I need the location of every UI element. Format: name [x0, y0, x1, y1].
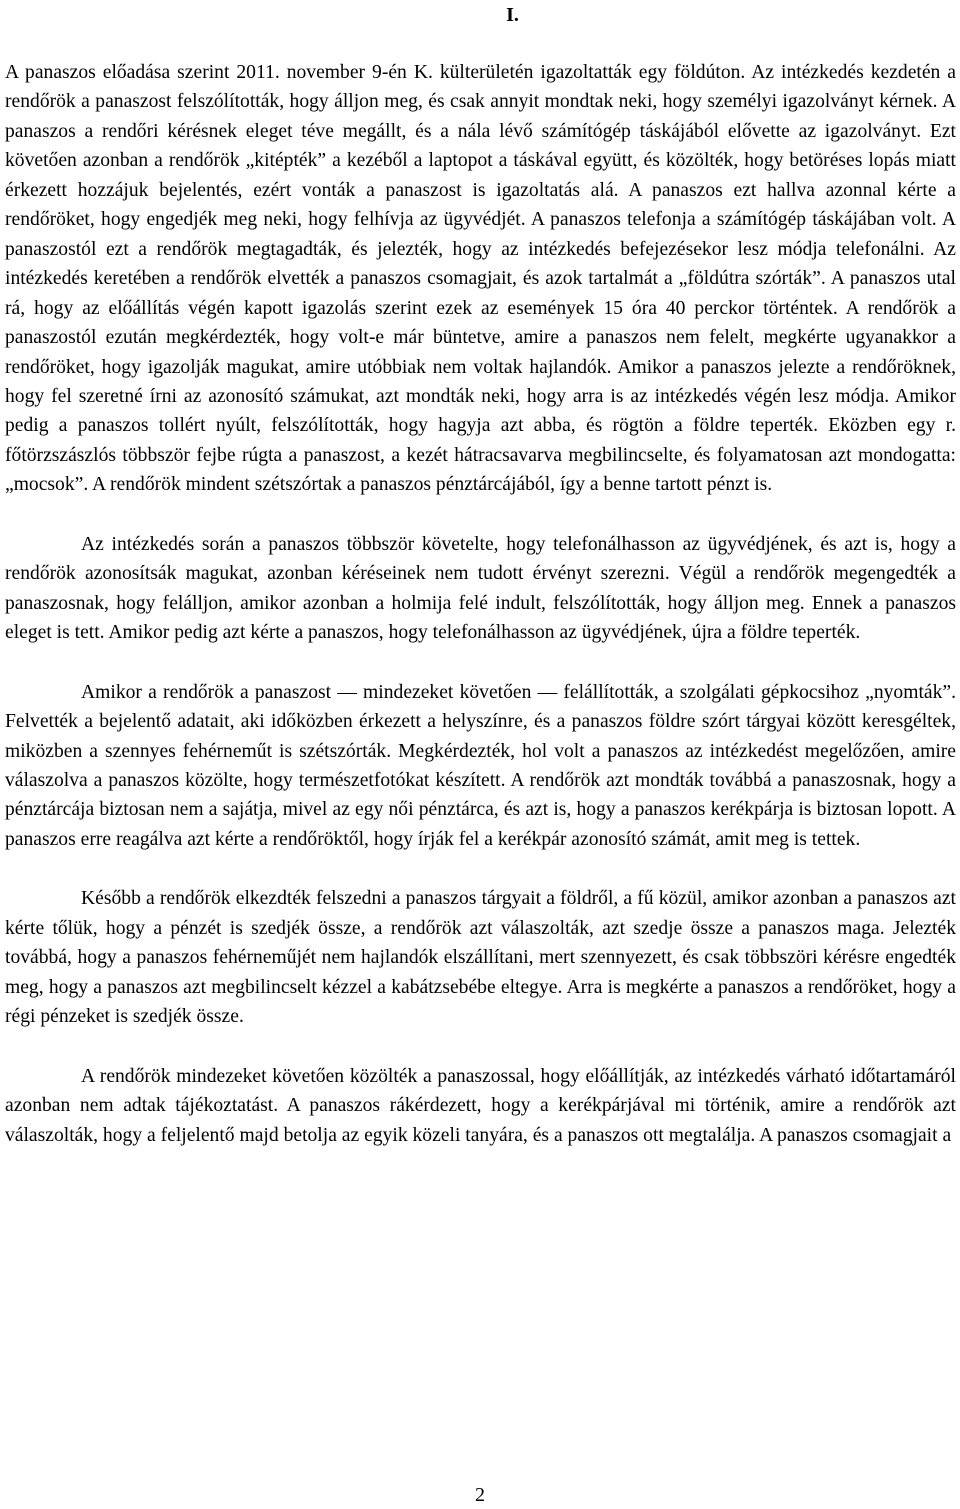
section-heading: I.: [506, 4, 519, 26]
paragraph-4: Később a rendőrök elkezdték felszedni a panaszos tárgyait a földről, a fű közül, amikor azonban a panaszos azt kérte tőlük, hogy a pénzét is szedjék össze, a rendőrök azt válaszolták, azt szedje össze a panaszos maga. Jelezték továbbá, hogy a panaszos fehérneműjét nem hajlandók elszállítani, mert szennyezett, és csak többszöri kérésre engedték meg, hogy a panaszos azt megbilincselt kézzel a kabátzsebébe eltegye. Arra is megkérte a panaszos a rendőröket, hogy a régi pénzeket is szedjék össze.: [5, 888, 956, 1028]
document-body: [5, 58, 956, 1150]
page-number: 2: [475, 1484, 485, 1506]
paragraph-2: Az intézkedés során a panaszos többször követelte, hogy telefonálhasson az ügyvédjének, és azt is, hogy a rendőrök azonosítsák magukat, azonban kéréseinek nem tudott érvényt szerezni. Végül a rendőrök megengedték a panaszosnak, hogy felálljon, amikor azonban a holmija felé indult, felszólították, hogy álljon meg. Ennek a panaszos eleget is tett. Amikor pedig azt kérte a panaszos, hogy telefonálhasson az ügyvédjének, újra a földre teperték.: [5, 533, 956, 644]
paragraph-5: A rendőrök mindezeket követően közölték a panaszossal, hogy előállítják, az intézkedés várható időtartamáról azonban nem adtak tájékoztatást. A panaszos rákérdezett, hogy a kerékpárjával mi történik, amire a rendőrök azt válaszolták, hogy a feljelentő majd betolja az egyik közeli tanyára, és a panaszos ott megtalálja. A panaszos csomagjait a: [5, 1065, 956, 1146]
paragraph-3: Amikor a rendőrök a panaszost — mindezeket követően — felállították, a szolgálati gépkocsihoz „nyomták”. Felvették a bejelentő adatait, aki időközben érkezett a helyszínre, és a panaszos földre szórt tárgyai között keresgéltek, miközben a szennyes fehérneműt is szétszórták. Megkérdezték, hol volt a panaszos az intézkedést megelőzően, amire válaszolva a panaszos közölte, hogy természetfotókat készített. A rendőrök azt mondták továbbá a panaszosnak, hogy a pénztárcája biztosan nem a sajátja, mivel az egy női pénztárca, és azt is, hogy a panaszos kerékpárja is biztosan lopott. A panaszos erre reagálva azt kérte a rendőröktől, hogy írják fel a kerékpár azonosító számát, amit meg is tettek.: [5, 681, 956, 850]
paragraph-1: A panaszos előadása szerint 2011. november 9-én K. külterületén igazoltatták egy földúton. Az intézkedés kezdetén a rendőrök a panaszost felszólították, hogy álljon meg, és csak annyit mondtak neki, hogy személyi igazolványt kérnek. A panaszos a rendőri kérésnek eleget téve megállt, és a nála lévő számítógép táskájából elővette az igazolványt. Ezt követően azonban a rendőrök „kitépték” a kezéből a laptopot a táskával együtt, és közölték, hogy betöréses lopás miatt érkezett hozzájuk bejelentés, ezért vonták a panaszost is igazoltatás alá. A panaszos ezt hallva azonnal kérte a rendőröket, hogy engedjék meg neki, hogy felhívja az ügyvédjét. A panaszos telefonja a számítógép táskájában volt. A panaszostól ezt a rendőrök megtagadták, és jelezték, hogy az intézkedés befejezésekor lesz módja telefonálni. Az intézkedés keretében a rendőrök elvették a panaszos csomagjait, és azok tartalmát a „földútra szórták”. A panaszos utal rá, hogy az előállítás végén kapott igazolás szerint ezek az események 15 óra 40 perckor történtek. A rendőrök a panaszostól ezután megkérdezték, hogy volt-e már büntetve, amire a panaszos nem felelt, megkérte ugyanakkor a rendőröket, hogy igazolják magukat, amire utóbbiak nem voltak hajlandók. Amikor a panaszos jelezte a rendőröknek, hogy fel szeretné írni az azonosító számukat, azt mondták neki, hogy arra is az intézkedés végén lesz módja. Amikor pedig a panaszos tollért nyúlt, felszólították, hogy hagyja azt abba, és rögtön a földre teperték. Eközben egy r. főtörzszászlós többször fejbe rúgta a panaszost, a kezét hátracsavarva megbilincselte, és folyamatosan azt mondogatta: „mocsok”. A rendőrök mindent szétszórtak a panaszos pénztárcájából, így a benne tartott pénzt is.: [5, 62, 956, 496]
